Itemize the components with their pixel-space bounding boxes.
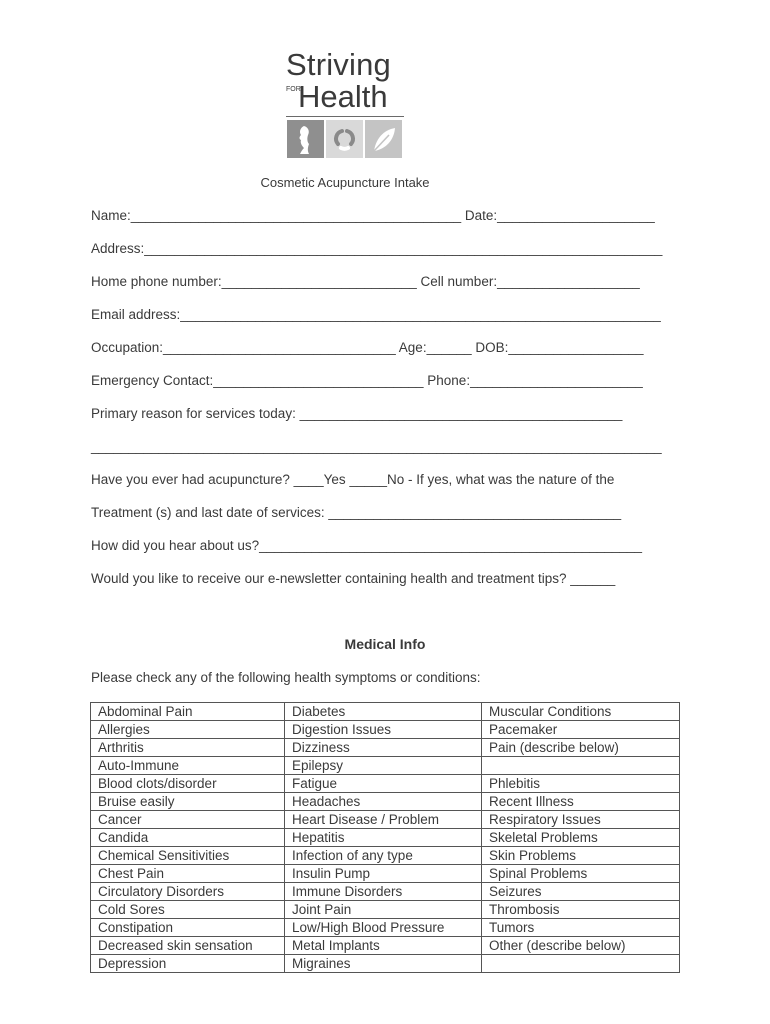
logo-text-striving: Striving <box>286 47 391 82</box>
table-row <box>91 793 680 811</box>
condition-cell[interactable]: Epilepsy <box>285 757 482 775</box>
condition-cell[interactable]: Tumors <box>482 919 680 937</box>
condition-cell[interactable]: Infection of any type <box>285 847 482 865</box>
condition-cell[interactable]: Recent Illness <box>482 793 680 811</box>
condition-cell[interactable]: Spinal Problems <box>482 865 680 883</box>
table-row <box>91 955 680 973</box>
condition-cell[interactable]: Migraines <box>285 955 482 973</box>
condition-cell[interactable]: Fatigue <box>285 775 482 793</box>
referral-source-line[interactable]: How did you hear about us?___________________________________________________ <box>91 538 643 553</box>
logo-text-for: FOR <box>286 86 301 93</box>
acupuncture-history-line[interactable]: Have you ever had acupuncture? ____Yes _____No - If yes, what was the nature of the <box>91 472 615 487</box>
condition-cell[interactable]: Thrombosis <box>482 901 680 919</box>
condition-cell[interactable]: Insulin Pump <box>285 865 482 883</box>
condition-cell[interactable]: Metal Implants <box>285 937 482 955</box>
condition-cell[interactable]: Candida <box>91 829 285 847</box>
table-row <box>91 721 680 739</box>
table-row <box>91 919 680 937</box>
phone-line[interactable]: Home phone number:__________________________ Cell number:___________________ <box>91 274 640 289</box>
condition-cell[interactable]: Decreased skin sensation <box>91 937 285 955</box>
condition-cell[interactable]: Bruise easily <box>91 793 285 811</box>
condition-cell[interactable]: Dizziness <box>285 739 482 757</box>
address-line[interactable]: Address:_____________________________________________________________________ <box>91 241 663 256</box>
condition-cell[interactable]: Skin Problems <box>482 847 680 865</box>
condition-cell[interactable]: Abdominal Pain <box>91 703 285 721</box>
emergency-contact-line[interactable]: Emergency Contact:____________________________ Phone:_______________________ <box>91 373 643 388</box>
condition-cell[interactable]: Blood clots/disorder <box>91 775 285 793</box>
condition-cell[interactable]: Allergies <box>91 721 285 739</box>
logo-divider <box>286 116 404 117</box>
condition-cell[interactable]: Respiratory Issues <box>482 811 680 829</box>
email-line[interactable]: Email address:________________________________________________________________ <box>91 307 661 322</box>
primary-reason-continued-line[interactable]: ____________________________________________________________________________ <box>91 439 662 454</box>
condition-cell[interactable]: Immune Disorders <box>285 883 482 901</box>
condition-cell[interactable]: Constipation <box>91 919 285 937</box>
table-row <box>91 847 680 865</box>
condition-cell[interactable]: Arthritis <box>91 739 285 757</box>
conditions-table <box>90 702 680 973</box>
condition-cell[interactable]: Diabetes <box>285 703 482 721</box>
condition-cell[interactable]: Joint Pain <box>285 901 482 919</box>
condition-cell[interactable]: Hepatitis <box>285 829 482 847</box>
condition-cell[interactable]: Circulatory Disorders <box>91 883 285 901</box>
newsletter-line[interactable]: Would you like to receive our e-newsletter containing health and treatment tips? ______ <box>91 571 616 586</box>
table-row <box>91 883 680 901</box>
occupation-age-dob-line[interactable]: Occupation:_______________________________ Age:______ DOB:__________________ <box>91 340 644 355</box>
condition-cell[interactable]: Headaches <box>285 793 482 811</box>
condition-cell[interactable]: Low/High Blood Pressure <box>285 919 482 937</box>
table-row <box>91 901 680 919</box>
medical-info-description: Please check any of the following health symptoms or conditions: <box>91 670 481 685</box>
condition-cell[interactable]: Chest Pain <box>91 865 285 883</box>
table-row <box>91 739 680 757</box>
condition-cell[interactable]: Muscular Conditions <box>482 703 680 721</box>
name-date-line[interactable]: Name:____________________________________________ Date:_____________________ <box>91 208 655 223</box>
logo-text-health: Health <box>298 79 388 114</box>
condition-cell[interactable]: Digestion Issues <box>285 721 482 739</box>
table-row <box>91 775 680 793</box>
condition-cell <box>482 955 680 973</box>
circular-arrows-icon <box>326 120 363 158</box>
condition-cell[interactable]: Cancer <box>91 811 285 829</box>
form-title: Cosmetic Acupuncture Intake <box>260 175 430 190</box>
logo-icon-strip <box>287 120 404 158</box>
logo <box>284 48 408 160</box>
condition-cell[interactable]: Depression <box>91 955 285 973</box>
primary-reason-line[interactable]: Primary reason for services today: ___________________________________________ <box>91 406 623 421</box>
treatment-dates-line[interactable]: Treatment (s) and last date of services: _______________________________________ <box>91 505 622 520</box>
table-row <box>91 937 680 955</box>
table-row <box>91 865 680 883</box>
condition-cell[interactable]: Heart Disease / Problem <box>285 811 482 829</box>
condition-cell[interactable]: Other (describe below) <box>482 937 680 955</box>
condition-cell[interactable]: Skeletal Problems <box>482 829 680 847</box>
medical-info-heading: Medical Info <box>344 636 426 652</box>
table-row <box>91 757 680 775</box>
condition-cell[interactable]: Chemical Sensitivities <box>91 847 285 865</box>
table-row <box>91 703 680 721</box>
condition-cell[interactable]: Pacemaker <box>482 721 680 739</box>
table-row <box>91 811 680 829</box>
leaf-icon <box>365 120 402 158</box>
condition-cell[interactable]: Phlebitis <box>482 775 680 793</box>
condition-cell[interactable]: Auto-Immune <box>91 757 285 775</box>
woman-profile-icon <box>287 120 324 158</box>
condition-cell <box>482 757 680 775</box>
table-row <box>91 829 680 847</box>
condition-cell[interactable]: Seizures <box>482 883 680 901</box>
condition-cell[interactable]: Cold Sores <box>91 901 285 919</box>
condition-cell[interactable]: Pain (describe below) <box>482 739 680 757</box>
